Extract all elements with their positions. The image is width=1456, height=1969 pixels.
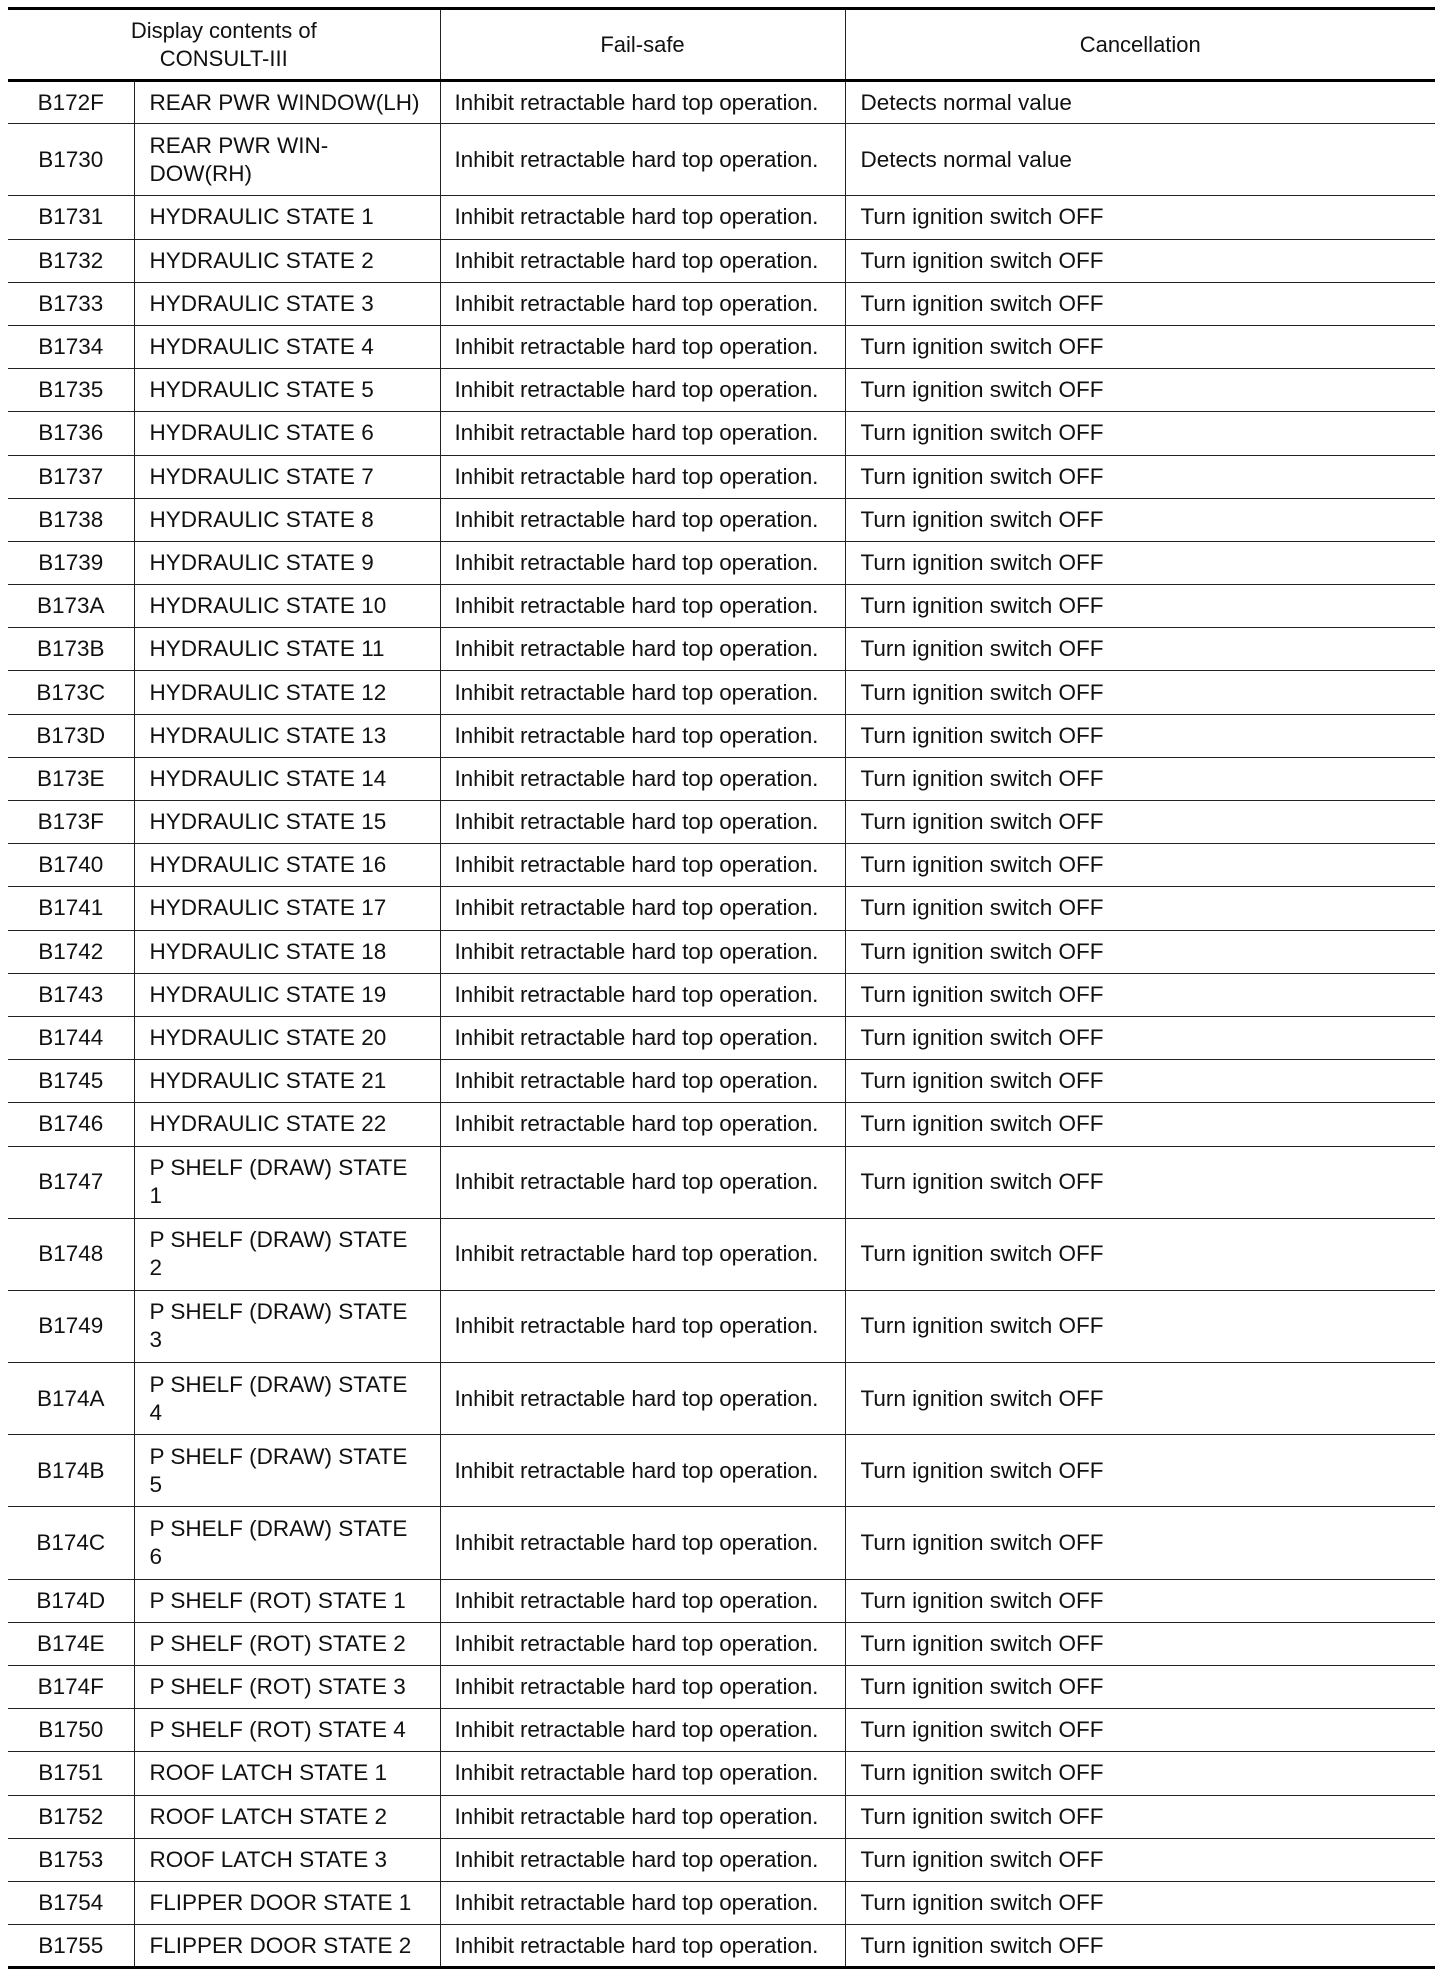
- cancellation-cell: Turn ignition switch OFF: [845, 973, 1435, 1016]
- fail-safe-cell: Inhibit retractable hard top operation.: [440, 844, 845, 887]
- table-row: [8, 973, 1435, 1016]
- display-name-cell: HYDRAULIC STATE 20: [134, 1016, 440, 1059]
- cancellation-cell: Turn ignition switch OFF: [845, 1290, 1435, 1362]
- dtc-code-cell: B1753: [8, 1838, 134, 1881]
- fail-safe-cell: Inhibit retractable hard top operation.: [440, 1881, 845, 1924]
- dtc-code-cell: B174E: [8, 1622, 134, 1665]
- display-name-cell: HYDRAULIC STATE 21: [134, 1060, 440, 1103]
- display-name-cell: HYDRAULIC STATE 1: [134, 196, 440, 239]
- dtc-code-cell: B1739: [8, 541, 134, 584]
- dtc-code-cell: B1738: [8, 498, 134, 541]
- cancellation-cell: Turn ignition switch OFF: [845, 1363, 1435, 1435]
- table-row: [8, 455, 1435, 498]
- cancellation-cell: Turn ignition switch OFF: [845, 1016, 1435, 1059]
- cancellation-cell: Turn ignition switch OFF: [845, 1060, 1435, 1103]
- dtc-code-cell: B173C: [8, 671, 134, 714]
- cancellation-cell: Turn ignition switch OFF: [845, 714, 1435, 757]
- fail-safe-cell: Inhibit retractable hard top operation.: [440, 455, 845, 498]
- fail-safe-cell: Inhibit retractable hard top operation.: [440, 628, 845, 671]
- cancellation-cell: Turn ignition switch OFF: [845, 1218, 1435, 1290]
- table-row: [8, 930, 1435, 973]
- display-name-cell: P SHELF (DRAW) STATE 4: [134, 1363, 440, 1435]
- display-name-cell: REAR PWR WINDOW(LH): [134, 81, 440, 124]
- fail-safe-cell: Inhibit retractable hard top operation.: [440, 1103, 845, 1146]
- fail-safe-cell: Inhibit retractable hard top operation.: [440, 671, 845, 714]
- cancellation-cell: Turn ignition switch OFF: [845, 887, 1435, 930]
- fail-safe-cell: Inhibit retractable hard top operation.: [440, 239, 845, 282]
- table-row: [8, 196, 1435, 239]
- cancellation-cell: Turn ignition switch OFF: [845, 1752, 1435, 1795]
- dtc-code-cell: B173F: [8, 801, 134, 844]
- display-name-cell: HYDRAULIC STATE 10: [134, 585, 440, 628]
- fail-safe-cell: Inhibit retractable hard top operation.: [440, 124, 845, 196]
- display-name-cell: HYDRAULIC STATE 17: [134, 887, 440, 930]
- dtc-code-cell: B1748: [8, 1218, 134, 1290]
- display-name-cell: HYDRAULIC STATE 11: [134, 628, 440, 671]
- fail-safe-cell: Inhibit retractable hard top operation.: [440, 81, 845, 124]
- display-name-cell: HYDRAULIC STATE 7: [134, 455, 440, 498]
- table-row: [8, 714, 1435, 757]
- display-name-cell: ROOF LATCH STATE 2: [134, 1795, 440, 1838]
- dtc-code-cell: B172F: [8, 81, 134, 124]
- table-row: [8, 1507, 1435, 1579]
- cancellation-cell: Turn ignition switch OFF: [845, 801, 1435, 844]
- dtc-code-cell: B1730: [8, 124, 134, 196]
- display-name-cell: P SHELF (DRAW) STATE 3: [134, 1290, 440, 1362]
- table-row: [8, 1838, 1435, 1881]
- dtc-code-cell: B1752: [8, 1795, 134, 1838]
- cancellation-cell: Turn ignition switch OFF: [845, 628, 1435, 671]
- display-name-cell: ROOF LATCH STATE 1: [134, 1752, 440, 1795]
- dtc-code-cell: B1755: [8, 1925, 134, 1968]
- fail-safe-cell: Inhibit retractable hard top operation.: [440, 1622, 845, 1665]
- table-row: [8, 498, 1435, 541]
- header-display-contents: Display contents of CONSULT-III: [8, 9, 440, 81]
- fail-safe-cell: Inhibit retractable hard top operation.: [440, 282, 845, 325]
- dtc-code-cell: B174A: [8, 1363, 134, 1435]
- fail-safe-cell: Inhibit retractable hard top operation.: [440, 541, 845, 584]
- fail-safe-cell: Inhibit retractable hard top operation.: [440, 1752, 845, 1795]
- dtc-code-cell: B1733: [8, 282, 134, 325]
- cancellation-cell: Detects normal value: [845, 81, 1435, 124]
- dtc-code-cell: B1751: [8, 1752, 134, 1795]
- cancellation-cell: Turn ignition switch OFF: [845, 1709, 1435, 1752]
- cancellation-cell: Turn ignition switch OFF: [845, 1795, 1435, 1838]
- dtc-code-cell: B1731: [8, 196, 134, 239]
- cancellation-cell: Turn ignition switch OFF: [845, 325, 1435, 368]
- dtc-table-container: [8, 7, 1435, 1969]
- table-row: [8, 671, 1435, 714]
- fail-safe-cell: Inhibit retractable hard top operation.: [440, 1925, 845, 1968]
- dtc-code-cell: B174D: [8, 1579, 134, 1622]
- dtc-code-cell: B1732: [8, 239, 134, 282]
- cancellation-cell: Turn ignition switch OFF: [845, 369, 1435, 412]
- display-name-cell: HYDRAULIC STATE 8: [134, 498, 440, 541]
- cancellation-cell: Turn ignition switch OFF: [845, 541, 1435, 584]
- table-row: [8, 1146, 1435, 1218]
- display-name-cell: HYDRAULIC STATE 13: [134, 714, 440, 757]
- fail-safe-cell: Inhibit retractable hard top operation.: [440, 369, 845, 412]
- cancellation-cell: Turn ignition switch OFF: [845, 1925, 1435, 1968]
- cancellation-cell: Turn ignition switch OFF: [845, 239, 1435, 282]
- table-row: [8, 541, 1435, 584]
- dtc-code-cell: B1747: [8, 1146, 134, 1218]
- display-name-cell: HYDRAULIC STATE 18: [134, 930, 440, 973]
- cancellation-cell: Turn ignition switch OFF: [845, 1579, 1435, 1622]
- cancellation-cell: Turn ignition switch OFF: [845, 1146, 1435, 1218]
- table-row: [8, 1290, 1435, 1362]
- display-name-cell: HYDRAULIC STATE 4: [134, 325, 440, 368]
- cancellation-cell: Turn ignition switch OFF: [845, 412, 1435, 455]
- fail-safe-cell: Inhibit retractable hard top operation.: [440, 930, 845, 973]
- table-row: [8, 1579, 1435, 1622]
- display-name-cell: P SHELF (DRAW) STATE 2: [134, 1218, 440, 1290]
- display-name-cell: HYDRAULIC STATE 16: [134, 844, 440, 887]
- fail-safe-cell: Inhibit retractable hard top operation.: [440, 757, 845, 800]
- dtc-code-cell: B1737: [8, 455, 134, 498]
- table-header-row: [8, 9, 1435, 81]
- cancellation-cell: Turn ignition switch OFF: [845, 1622, 1435, 1665]
- fail-safe-cell: Inhibit retractable hard top operation.: [440, 1795, 845, 1838]
- dtc-code-cell: B1735: [8, 369, 134, 412]
- table-row: [8, 1925, 1435, 1968]
- fail-safe-cell: Inhibit retractable hard top operation.: [440, 325, 845, 368]
- fail-safe-cell: Inhibit retractable hard top operation.: [440, 1435, 845, 1507]
- display-name-cell: HYDRAULIC STATE 6: [134, 412, 440, 455]
- display-name-cell: P SHELF (DRAW) STATE 5: [134, 1435, 440, 1507]
- fail-safe-cell: Inhibit retractable hard top operation.: [440, 973, 845, 1016]
- dtc-code-cell: B1740: [8, 844, 134, 887]
- fail-safe-cell: Inhibit retractable hard top operation.: [440, 1218, 845, 1290]
- fail-safe-cell: Inhibit retractable hard top operation.: [440, 1290, 845, 1362]
- dtc-code-cell: B1746: [8, 1103, 134, 1146]
- table-row: [8, 325, 1435, 368]
- fail-safe-cell: Inhibit retractable hard top operation.: [440, 412, 845, 455]
- dtc-code-cell: B1745: [8, 1060, 134, 1103]
- dtc-code-cell: B1749: [8, 1290, 134, 1362]
- display-name-cell: ROOF LATCH STATE 3: [134, 1838, 440, 1881]
- cancellation-cell: Turn ignition switch OFF: [845, 1881, 1435, 1924]
- cancellation-cell: Turn ignition switch OFF: [845, 196, 1435, 239]
- display-name-cell: FLIPPER DOOR STATE 2: [134, 1925, 440, 1968]
- cancellation-cell: Turn ignition switch OFF: [845, 1103, 1435, 1146]
- dtc-code-cell: B1744: [8, 1016, 134, 1059]
- table-row: [8, 1795, 1435, 1838]
- dtc-code-cell: B173E: [8, 757, 134, 800]
- dtc-code-cell: B1736: [8, 412, 134, 455]
- dtc-code-cell: B173D: [8, 714, 134, 757]
- table-row: [8, 1622, 1435, 1665]
- table-row: [8, 81, 1435, 124]
- display-name-cell: P SHELF (ROT) STATE 2: [134, 1622, 440, 1665]
- table-row: [8, 1363, 1435, 1435]
- cancellation-cell: Turn ignition switch OFF: [845, 1838, 1435, 1881]
- table-row: [8, 1060, 1435, 1103]
- cancellation-cell: Detects normal value: [845, 124, 1435, 196]
- fail-safe-cell: Inhibit retractable hard top operation.: [440, 1146, 845, 1218]
- display-name-cell: P SHELF (DRAW) STATE 6: [134, 1507, 440, 1579]
- dtc-code-cell: B173A: [8, 585, 134, 628]
- table-row: [8, 585, 1435, 628]
- table-row: [8, 1881, 1435, 1924]
- table-row: [8, 1666, 1435, 1709]
- display-name-cell: HYDRAULIC STATE 2: [134, 239, 440, 282]
- dtc-code-cell: B1741: [8, 887, 134, 930]
- display-name-cell: P SHELF (DRAW) STATE 1: [134, 1146, 440, 1218]
- table-row: [8, 801, 1435, 844]
- cancellation-cell: Turn ignition switch OFF: [845, 1507, 1435, 1579]
- fail-safe-cell: Inhibit retractable hard top operation.: [440, 1709, 845, 1752]
- display-name-cell: REAR PWR WIN- DOW(RH): [134, 124, 440, 196]
- dtc-code-cell: B1743: [8, 973, 134, 1016]
- cancellation-cell: Turn ignition switch OFF: [845, 1435, 1435, 1507]
- dtc-code-cell: B1754: [8, 1881, 134, 1924]
- table-row: [8, 282, 1435, 325]
- fail-safe-cell: Inhibit retractable hard top operation.: [440, 196, 845, 239]
- table-row: [8, 1435, 1435, 1507]
- dtc-code-cell: B174F: [8, 1666, 134, 1709]
- cancellation-cell: Turn ignition switch OFF: [845, 585, 1435, 628]
- header-fail-safe: Fail-safe: [440, 9, 845, 81]
- table-body: [8, 81, 1435, 1968]
- cancellation-cell: Turn ignition switch OFF: [845, 1666, 1435, 1709]
- display-name-cell: P SHELF (ROT) STATE 4: [134, 1709, 440, 1752]
- dtc-code-cell: B1734: [8, 325, 134, 368]
- display-name-cell: P SHELF (ROT) STATE 1: [134, 1579, 440, 1622]
- display-name-cell: HYDRAULIC STATE 15: [134, 801, 440, 844]
- dtc-code-cell: B174B: [8, 1435, 134, 1507]
- dtc-code-cell: B174C: [8, 1507, 134, 1579]
- display-name-cell: HYDRAULIC STATE 22: [134, 1103, 440, 1146]
- table-row: [8, 844, 1435, 887]
- table-row: [8, 1752, 1435, 1795]
- table-row: [8, 412, 1435, 455]
- fail-safe-cell: Inhibit retractable hard top operation.: [440, 1060, 845, 1103]
- dtc-code-cell: B173B: [8, 628, 134, 671]
- fail-safe-cell: Inhibit retractable hard top operation.: [440, 1016, 845, 1059]
- cancellation-cell: Turn ignition switch OFF: [845, 498, 1435, 541]
- cancellation-cell: Turn ignition switch OFF: [845, 844, 1435, 887]
- fail-safe-cell: Inhibit retractable hard top operation.: [440, 1666, 845, 1709]
- display-name-cell: HYDRAULIC STATE 9: [134, 541, 440, 584]
- fail-safe-cell: Inhibit retractable hard top operation.: [440, 585, 845, 628]
- dtc-code-cell: B1742: [8, 930, 134, 973]
- display-name-cell: HYDRAULIC STATE 3: [134, 282, 440, 325]
- cancellation-cell: Turn ignition switch OFF: [845, 930, 1435, 973]
- table-row: [8, 757, 1435, 800]
- fail-safe-cell: Inhibit retractable hard top operation.: [440, 1838, 845, 1881]
- display-name-cell: P SHELF (ROT) STATE 3: [134, 1666, 440, 1709]
- fail-safe-cell: Inhibit retractable hard top operation.: [440, 801, 845, 844]
- table-row: [8, 1218, 1435, 1290]
- display-name-cell: HYDRAULIC STATE 5: [134, 369, 440, 412]
- display-name-cell: HYDRAULIC STATE 14: [134, 757, 440, 800]
- table-row: [8, 1103, 1435, 1146]
- dtc-failsafe-table: [8, 7, 1435, 1969]
- fail-safe-cell: Inhibit retractable hard top operation.: [440, 498, 845, 541]
- fail-safe-cell: Inhibit retractable hard top operation.: [440, 1579, 845, 1622]
- display-name-cell: HYDRAULIC STATE 12: [134, 671, 440, 714]
- display-name-cell: HYDRAULIC STATE 19: [134, 973, 440, 1016]
- table-row: [8, 628, 1435, 671]
- dtc-code-cell: B1750: [8, 1709, 134, 1752]
- cancellation-cell: Turn ignition switch OFF: [845, 757, 1435, 800]
- fail-safe-cell: Inhibit retractable hard top operation.: [440, 887, 845, 930]
- display-name-cell: FLIPPER DOOR STATE 1: [134, 1881, 440, 1924]
- table-row: [8, 369, 1435, 412]
- table-row: [8, 887, 1435, 930]
- fail-safe-cell: Inhibit retractable hard top operation.: [440, 714, 845, 757]
- header-cancellation: Cancellation: [845, 9, 1435, 81]
- table-row: [8, 1709, 1435, 1752]
- cancellation-cell: Turn ignition switch OFF: [845, 282, 1435, 325]
- fail-safe-cell: Inhibit retractable hard top operation.: [440, 1507, 845, 1579]
- cancellation-cell: Turn ignition switch OFF: [845, 671, 1435, 714]
- cancellation-cell: Turn ignition switch OFF: [845, 455, 1435, 498]
- fail-safe-cell: Inhibit retractable hard top operation.: [440, 1363, 845, 1435]
- table-row: [8, 239, 1435, 282]
- table-row: [8, 1016, 1435, 1059]
- table-row: [8, 124, 1435, 196]
